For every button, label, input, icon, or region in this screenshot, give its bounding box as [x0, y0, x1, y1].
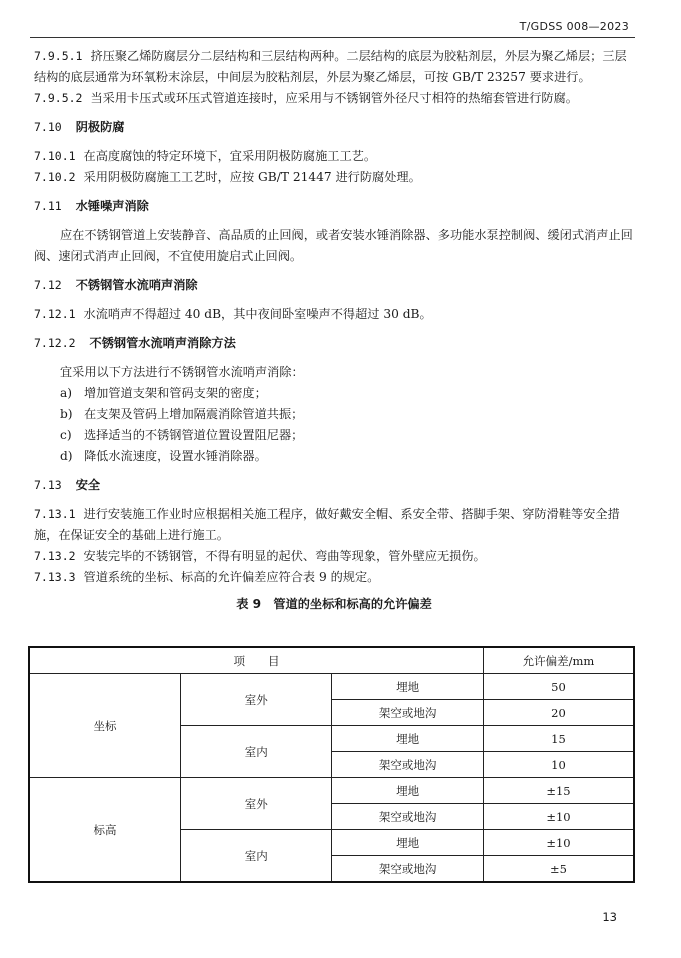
list-item — [34, 446, 634, 467]
type-cell: 架空或地沟 — [332, 856, 483, 883]
clause-7-13-2 — [34, 546, 634, 567]
heading-title: 水锤噪声消除 — [75, 199, 149, 213]
type-cell: 架空或地沟 — [332, 804, 483, 830]
table-row — [29, 778, 634, 804]
clause-number: 7.12.1 — [34, 307, 76, 321]
table-header-row — [29, 647, 634, 674]
heading-7-13 — [34, 475, 634, 496]
clause-number: 7.13.2 — [34, 549, 76, 563]
clause-7-13-3 — [34, 567, 634, 588]
clause-7-13-1 — [34, 504, 634, 546]
list-item — [34, 404, 634, 425]
list-item-text: 选择适当的不锈钢管道位置设置阻尼器； — [84, 428, 304, 442]
clause-text: 安装完毕的不锈钢管，不得有明显的起伏、弯曲等现象，管外壁应无损伤。 — [83, 549, 486, 563]
table-row — [29, 674, 634, 700]
list-item — [34, 425, 634, 446]
clause-number: 7.9.5.1 — [34, 49, 83, 63]
heading-number: 7.10 — [34, 120, 62, 134]
type-cell: 埋地 — [332, 830, 483, 856]
clause-7-9-5-2 — [34, 88, 634, 109]
value-cell: ±15 — [483, 778, 634, 804]
clause-text: 管道系统的坐标、标高的允许偏差应符合表 9 的规定。 — [83, 570, 380, 584]
list-marker: c) — [60, 428, 72, 442]
clause-text: 水流哨声不得超过 40 dB，其中夜间卧室噪声不得超过 30 dB。 — [83, 307, 432, 321]
heading-7-12-2 — [34, 333, 634, 354]
document-code: T/GDSS 008—2023 — [519, 20, 629, 33]
clause-number: 7.9.5.2 — [34, 91, 83, 105]
list-item-text: 在支架及管码上增加隔震消除管道共振； — [84, 407, 304, 421]
list-item-text: 降低水流速度，设置水锤消除器。 — [84, 449, 267, 463]
clause-number: 7.10.2 — [34, 170, 76, 184]
type-cell: 架空或地沟 — [332, 700, 483, 726]
list-item — [34, 383, 634, 404]
group-cell: 标高 — [29, 778, 180, 883]
subgroup-cell: 室外 — [180, 674, 331, 726]
clause-text: 采用阴极防腐施工工艺时，应按 GB/T 21447 进行防腐处理。 — [83, 170, 421, 184]
value-cell: 15 — [483, 726, 634, 752]
clause-7-10-2 — [34, 167, 634, 188]
list-marker: b) — [60, 407, 73, 421]
heading-7-12 — [34, 275, 634, 296]
group-cell: 坐标 — [29, 674, 180, 778]
header-value-cell: 允许偏差/mm — [483, 647, 634, 674]
list-marker: d) — [60, 449, 73, 463]
heading-number: 7.12.2 — [34, 336, 76, 350]
value-cell: ±10 — [483, 830, 634, 856]
clause-text: 在高度腐蚀的特定环境下，宜采用阴极防腐施工工艺。 — [83, 149, 377, 163]
heading-title: 不锈钢管水流哨声消除 — [75, 278, 198, 292]
heading-title: 不锈钢管水流哨声消除方法 — [89, 336, 236, 350]
list-marker: a) — [60, 386, 73, 400]
table-caption: 表 9 管道的坐标和标高的允许偏差 — [236, 597, 432, 611]
value-cell: ±10 — [483, 804, 634, 830]
list-item-text: 增加管道支架和管码支架的密度； — [84, 386, 267, 400]
clause-number: 7.10.1 — [34, 149, 76, 163]
heading-number: 7.13 — [34, 478, 62, 492]
document-body — [34, 46, 634, 623]
clause-7-10-1 — [34, 146, 634, 167]
heading-7-11 — [34, 196, 634, 217]
subgroup-cell: 室外 — [180, 778, 331, 830]
clause-7-11-text: 应在不锈钢管道上安装静音、高品质的止回阀，或者安装水锤消除器、多功能水泵控制阀、缓闭式消声止回阀、速闭式消声止回阀，不宜使用旋启式止回阀。 — [34, 228, 633, 263]
header-divider — [30, 37, 635, 38]
value-cell: 20 — [483, 700, 634, 726]
heading-number: 7.11 — [34, 199, 62, 213]
subgroup-cell: 室内 — [180, 830, 331, 883]
clause-number: 7.13.3 — [34, 570, 76, 584]
value-cell: 10 — [483, 752, 634, 778]
heading-number: 7.12 — [34, 278, 62, 292]
type-cell: 埋地 — [332, 674, 483, 700]
value-cell: ±5 — [483, 856, 634, 883]
type-cell: 架空或地沟 — [332, 752, 483, 778]
clause-text: 进行安装施工作业时应根据相关施工程序，做好戴安全帽、系安全带、搭脚手架、穿防滑鞋等安全措施，在保证安全的基础上进行施工。 — [34, 507, 620, 542]
page-number: 13 — [602, 910, 617, 924]
type-cell: 埋地 — [332, 726, 483, 752]
clause-7-12-1 — [34, 304, 634, 325]
header-item-cell: 项 目 — [29, 647, 483, 674]
clause-text: 当采用卡压式或环压式管道连接时，应采用与不锈钢管外径尺寸相符的热缩套管进行防腐。 — [90, 91, 578, 105]
heading-title: 安全 — [75, 478, 101, 492]
type-cell: 埋地 — [332, 778, 483, 804]
clause-number: 7.13.1 — [34, 507, 76, 521]
clause-text: 挤压聚乙烯防腐层分二层结构和三层结构两种。二层结构的底层为胶粘剂层，外层为聚乙烯层；三层结构的底层通常为环氧粉末涂层，中间层为胶粘剂层，外层为聚乙烯层，可按 GB/T 23257 要求进行。 — [34, 49, 627, 84]
subgroup-cell: 室内 — [180, 726, 331, 778]
heading-title: 阴极防腐 — [75, 120, 125, 134]
tolerance-table — [28, 646, 635, 883]
heading-7-10 — [34, 117, 634, 138]
value-cell: 50 — [483, 674, 634, 700]
list-intro: 宜采用以下方法进行不锈钢管水流哨声消除： — [60, 365, 304, 379]
clause-7-9-5-1 — [34, 46, 634, 88]
